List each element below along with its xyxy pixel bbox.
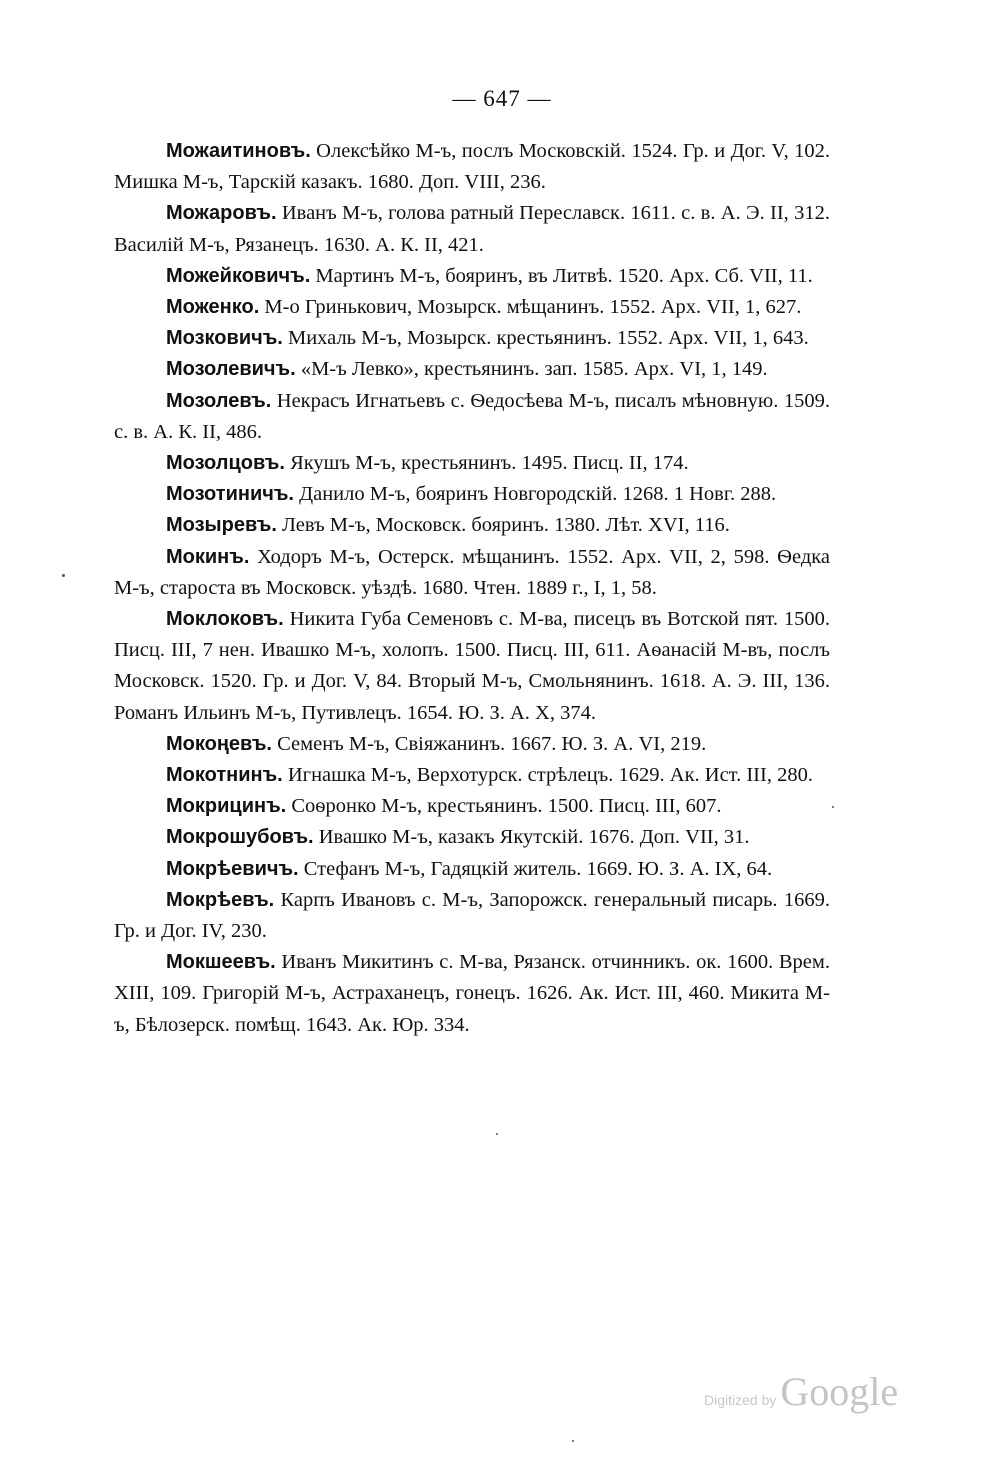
entry-text: Левъ М-ъ, Московск. бояринъ. 1380. Лѣт. XVI, 116. [276, 514, 730, 537]
entry-text: Ивашко М-ъ, казакъ Якутскій. 1676. Доп. VII, 31. [313, 826, 750, 849]
scan-speck [832, 806, 834, 808]
entry-text: М-о Гринькович, Мозырск. мѣщанинъ. 1552. Арх. VII, 1, 627. [259, 296, 802, 319]
dictionary-entry [114, 386, 830, 448]
dictionary-entry [114, 323, 830, 354]
entry-text: Стефанъ М-ъ, Гадяцкій житель. 1669. Ю. З. А. IX, 64. [298, 857, 773, 880]
entry-headword: Мозолцовъ. [166, 452, 285, 475]
watermark-prefix: Digitized by [704, 1392, 777, 1408]
entry-text: Никита Губа Семеновъ с. М-ва, писецъ въ Вотской пят. 1500. Писц. III, 7 нен. Ивашко М-ъ, холопъ. 1500. Писц. III, 611. Аѳанасій М-въ, послъ Московск. 1520. Гр. и Дог. V, 84. Вторый М-ъ, Смольнянинъ. 1618. А. Э. III, 136. Романъ Ильинъ М-ъ, Путивлецъ. 1654. Ю. З. А. X, 374. [114, 608, 830, 724]
entry-headword: Мокрѣевичъ. [166, 857, 299, 880]
dictionary-entries [114, 136, 830, 1041]
entry-text: Михаль М-ъ, Мозырск. крестьянинъ. 1552. Арх. VII, 1, 643. [282, 327, 809, 350]
dictionary-entry [114, 510, 830, 541]
google-logo: Google [780, 1369, 899, 1414]
entry-headword: Можаровъ. [166, 202, 277, 225]
entry-headword: Мозолевъ. [166, 389, 272, 412]
dictionary-entry [114, 791, 830, 822]
dictionary-entry [114, 261, 830, 292]
scan-speck [496, 1133, 498, 1135]
entry-headword: Можаитиновъ. [166, 140, 311, 162]
entry-headword: Мокоңевъ. [166, 732, 272, 755]
entry-text: «М-ъ Левко», крестьянинъ. зап. 1585. Арх. VI, 1, 149. [295, 358, 768, 381]
scan-speck [62, 574, 65, 577]
entry-headword: Мокрошубовъ. [166, 826, 314, 849]
entry-headword: Мозолевичъ. [166, 358, 296, 381]
dictionary-entry [114, 542, 830, 604]
page-number: — 647 — [452, 86, 552, 111]
entry-headword: Мокотнинъ. [166, 764, 283, 787]
entry-text: Ходоръ М-ъ, Остерск. мѣщанинъ. 1552. Арх. VII, 2, 598. Ѳедка М-ъ, староста въ Московск. уѣздѣ. 1680. Чтен. 1889 г., I, 1, 58. [114, 545, 830, 599]
dictionary-entry [114, 822, 830, 853]
entry-text: Данило М-ъ, бояринъ Новгородскій. 1268. 1 Новг. 288. [294, 483, 777, 506]
entry-text: Иванъ М-ъ, голова ратный Переславск. 1611. с. в. А. Э. II, 312. Василій М-ъ, Рязанецъ. 1630. А. К. II, 421. [114, 202, 830, 256]
entry-text: Игнашка М-ъ, Верхотурск. стрѣлецъ. 1629. Ак. Ист. III, 280. [282, 764, 813, 787]
dictionary-entry [114, 760, 830, 791]
entry-headword: Мокшеевъ. [166, 951, 276, 974]
entry-text: Семенъ М-ъ, Свіяжанинъ. 1667. Ю. З. А. VI, 219. [271, 732, 707, 755]
entry-text: Якушъ М-ъ, крестьянинъ. 1495. Писц. II, 174. [284, 452, 689, 475]
entry-headword: Мокрицинъ. [166, 795, 287, 818]
entry-text: Олексѣйко М-ъ, послъ Московскій. 1524. Гр. и Дог. V, 102. Мишка М-ъ, Тарскій казакъ. 1680. Доп. VIII, 236. [114, 140, 830, 194]
dictionary-entry [114, 604, 830, 729]
digitized-watermark [704, 1368, 914, 1412]
dictionary-entry [114, 292, 830, 323]
entry-headword: Мозыревъ. [166, 514, 277, 537]
dictionary-entry [114, 479, 830, 510]
dictionary-entry [114, 885, 830, 947]
dictionary-entry [114, 947, 830, 1041]
entry-text: Некрасъ Игнатьевъ с. Ѳедосѣева М-ъ, писалъ мѣновную. 1509. с. в. А. К. II, 486. [114, 389, 830, 443]
dictionary-entry [114, 448, 830, 479]
entry-text: Соѳронко М-ъ, крестьянинъ. 1500. Писц. III, 607. [286, 795, 722, 818]
dictionary-entry [114, 854, 830, 885]
dictionary-entry [114, 354, 830, 385]
dictionary-entry [114, 729, 830, 760]
dictionary-entry [114, 198, 830, 260]
entry-headword: Мокинъ. [166, 545, 250, 568]
scan-speck [572, 1440, 574, 1442]
entry-text: Карпъ Ивановъ с. М-ъ, Запорожск. генеральный писарь. 1669. Гр. и Дог. IV, 230. [114, 888, 830, 943]
entry-headword: Мозковичъ. [166, 327, 283, 350]
entry-text: Мартинъ М-ъ, бояринъ, въ Литвѣ. 1520. Арх. Сб. VII, 11. [310, 264, 813, 287]
dictionary-entry [114, 136, 830, 198]
entry-headword: Мозотиничъ. [166, 483, 294, 506]
entry-headword: Моженко. [166, 296, 260, 319]
entry-headword: Мокрѣевъ. [166, 888, 275, 911]
entry-headword: Можейковичъ. [166, 264, 311, 287]
entry-text: Иванъ Микитинъ с. М-ва, Рязанск. отчинникъ. ок. 1600. Врем. XIII, 109. Григорій М-ъ, Астраханецъ, гонецъ. 1626. Ак. Ист. III, 460. Микита М-ъ, Бѣлозерск. помѣщ. 1643. Ак. Юр. 334. [114, 951, 830, 1036]
entry-headword: Моклоковъ. [166, 608, 284, 631]
